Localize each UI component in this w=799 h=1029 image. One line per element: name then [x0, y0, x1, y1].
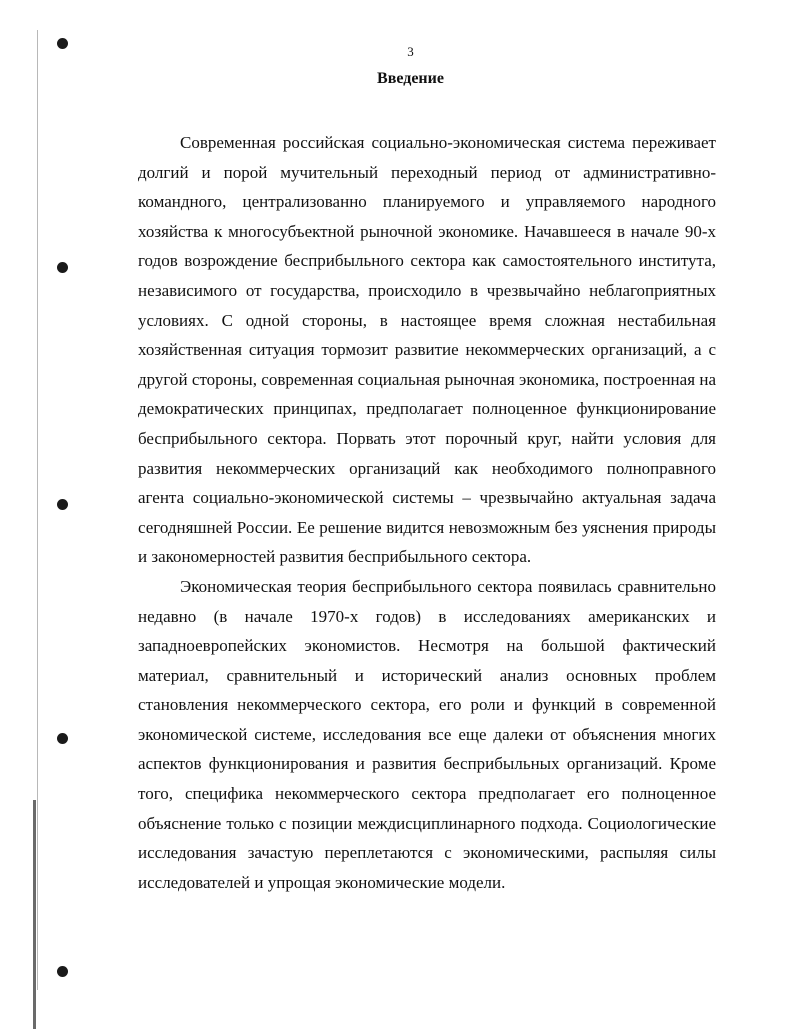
scan-margin-line [37, 30, 38, 990]
page-title: Введение [377, 70, 444, 87]
binding-hole-icon [57, 966, 68, 977]
body-text [138, 128, 716, 897]
paragraph: Современная российская социально-экономическая система переживает долгий и порой мучительный переходный период от административно-командного, централизованно планируемого и управляемого народного хозяйства к многосубъектной рыночной экономике. Начавшееся в начале 90-х годов возрождение бесприбыльного сектора как самостоятельного института, независимого от государства, происходило в чрезвычайно неблагоприятных условиях. С одной стороны, в настоящее время сложная нестабильная хозяйственная ситуация тормозит развитие некоммерческих организаций, а с другой стороны, современная социальная рыночная экономика, построенная на демократических принципах, предполагает полноценное функционирование бесприбыльного сектора. Порвать этот порочный круг, найти условия для развития некоммерческих организаций как необходимого полноправного агента социально-экономической системы – чрезвычайно актуальная задача сегодняшней России. Ее решение видится невозможным без уяснения природы и закономерностей развития бесприбыльного сектора. [138, 133, 716, 567]
paragraph: Экономическая теория бесприбыльного сектора появилась сравнительно недавно (в начале 1970-х годов) в исследованиях американских и западноевропейских экономистов. Несмотря на большой фактический материал, сравнительный и исторический анализ основных проблем становления некоммерческого сектора, его роли и функций в современной экономической системе, исследования все еще далеки от объяснения многих аспектов функционирования и развития бесприбыльных организаций. Кроме того, специфика некоммерческого сектора предполагает его полноценное объяснение только с позиции междисциплинарного подхода. Социологические исследования зачастую переплетаются с экономическими, распыляя силы исследователей и упрощая экономические модели. [138, 576, 716, 892]
binding-hole-icon [57, 262, 68, 273]
binding-hole-icon [57, 733, 68, 744]
scan-binding-edge [33, 800, 36, 1029]
binding-hole-icon [57, 499, 68, 510]
page-number: 3 [407, 44, 414, 59]
